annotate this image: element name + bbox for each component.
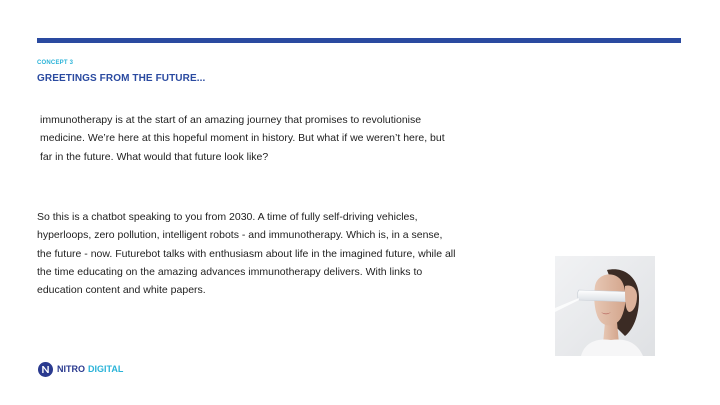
- concept-description-paragraph: So this is a chatbot speaking to you from 2030. A time of fully self-driving vehicles, hyperloops, zero pollution, intelligent robots - and immunotherapy. Which is, in a sense, the future - now. Futurebot talks with enthusiasm about life in the imagined future, while all the time educating on the amazing advances immunotherapy delivers. With links to education content and white papers.: [37, 211, 456, 297]
- logo-word-nitro: NITRO: [57, 364, 85, 374]
- intro-paragraph: immunotherapy is at the start of an amazing journey that promises to revolutionise medicine. We’re here at this hopeful moment in history. But what if we weren’t here, but far in the future. What would that future look like?: [40, 114, 445, 163]
- n-circle-logo-icon: [38, 362, 53, 377]
- header-accent-bar: [37, 38, 681, 43]
- woman-vr-headset-photo: [555, 256, 655, 356]
- logo-word-digital: DIGITAL: [88, 364, 124, 374]
- concept-label: CONCEPT 3: [37, 60, 74, 66]
- slide-title: GREETINGS FROM THE FUTURE...: [37, 73, 206, 84]
- nitro-digital-logo: [38, 361, 123, 377]
